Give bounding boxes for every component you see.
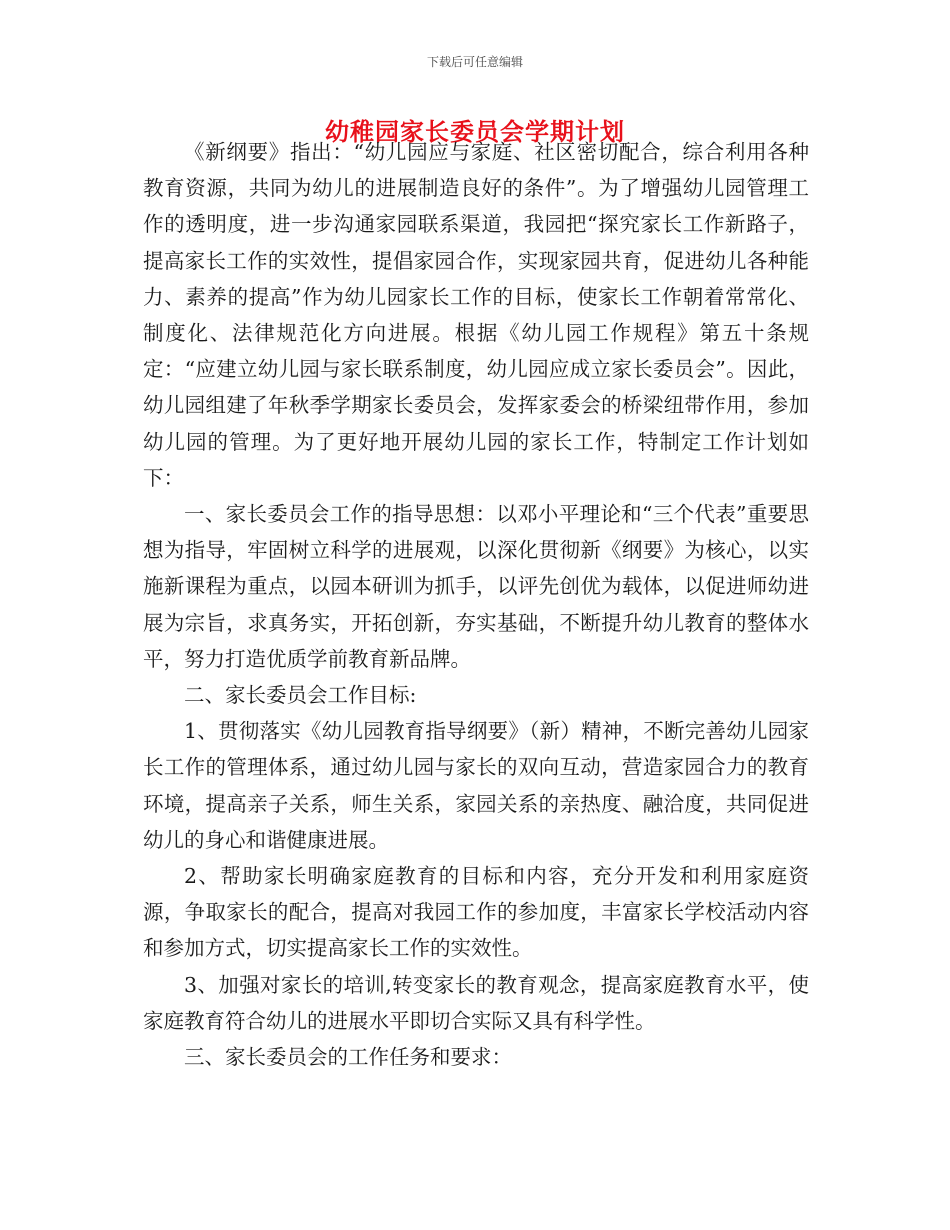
document-body [143,134,809,1075]
paragraph-goal-2: 2、帮助家长明确家庭教育的目标和内容，充分开发和利用家庭资源，争取家长的配合，提高对我园工作的参加度，丰富家长学校活动内容和参加方式，切实提高家长工作的实效性。 [143,864,809,961]
paragraph-goal-1: 1、贯彻落实《幼儿园教育指导纲要》（新）精神，不断完善幼儿园家长工作的管理体系，通过幼儿园与家长的双向互动，营造家园合力的教育环境，提高亲子关系，师生关系，家园关系的亲热度、融洽度，共同促进幼儿的身心和谐健康进展。 [143,719,809,852]
paragraph-intro: 《新纲要》指出：“幼儿园应与家庭、社区密切配合，综合利用各种教育资源，共同为幼儿的进展制造良好的条件”。为了增强幼儿园管理工作的透明度，进一步沟通家园联系渠道，我园把“探究家长工作新路子，提高家长工作的实效性，提倡家园合作，实现家园共育，促进幼儿各种能力、素养的提高”作为幼儿园家长工作的目标，使家长工作朝着常常化、制度化、法律规范化方向进展。根据《幼儿园工作规程》第五十条规定：“应建立幼儿园与家长联系制度，幼儿园应成立家长委员会”。因此，幼儿园组建了年秋季学期家长委员会，发挥家委会的桥梁纽带作用，参加幼儿园的管理。为了更好地开展幼儿园的家长工作，特制定工作计划如下： [143,140,809,490]
section-heading-tasks: 三、家长委员会的工作任务和要求： [184,1045,512,1070]
paragraph-guiding-ideology: 一、家长委员会工作的指导思想：以邓小平理论和“三个代表”重要思想为指导，牢固树立科学的进展观，以深化贯彻新《纲要》为核心，以实施新课程为重点，以园本研训为抓手，以评先创优为载体，以促进师幼进展为宗旨，求真务实，开拓创新，夯实基础，不断提升幼儿教育的整体水平，努力打造优质学前教育新品牌。 [143,502,809,671]
section-heading-goals: 二、家长委员会工作目标: [184,683,417,708]
header-note: 下载后可任意编辑 [426,55,523,69]
paragraph-goal-3: 3、加强对家长的培训,转变家长的教育观念，提高家庭教育水平，使家庭教育符合幼儿的进展水平即切合实际又具有科学性。 [143,972,809,1033]
document-title: 幼稚园家长委员会学期计划 [325,117,625,146]
